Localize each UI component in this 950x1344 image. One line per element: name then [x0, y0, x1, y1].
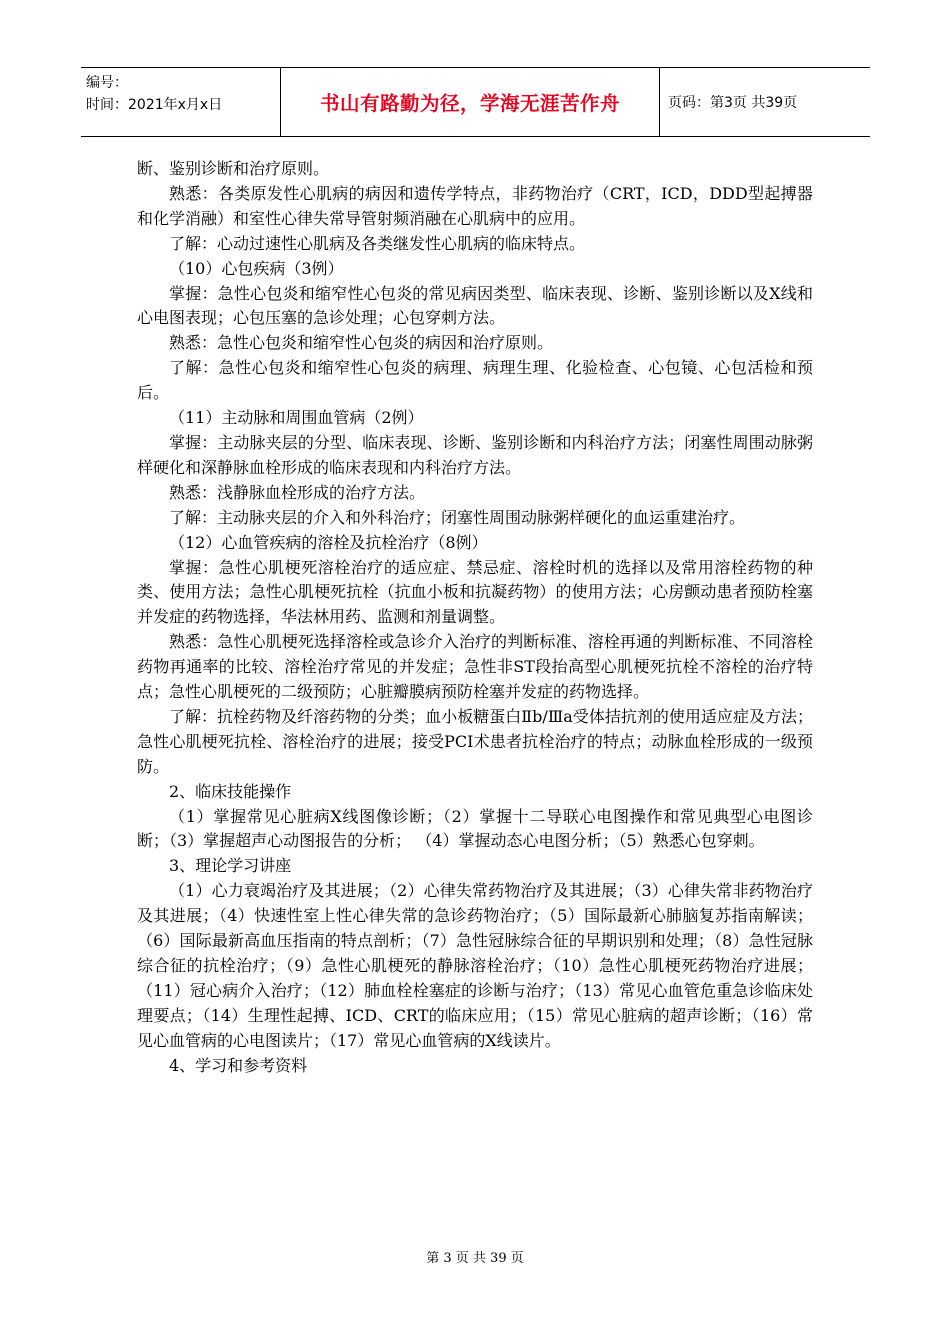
- header-motto-cell: [281, 68, 660, 136]
- body-paragraph: 熟悉：浅静脉血栓形成的治疗方法。: [169, 482, 426, 502]
- body-paragraph: 2、临床技能操作: [169, 781, 292, 801]
- body-paragraph: 掌握：主动脉夹层的分型、临床表现、诊断、鉴别诊断和内科治疗方法；闭塞性周围动脉粥样硬化和深静脉血栓形成的临床表现和内科治疗方法。: [137, 432, 813, 477]
- header-motto: 书山有路勤为径，学海无涯苦作舟: [319, 92, 620, 115]
- body-paragraph: 掌握：急性心包炎和缩窄性心包炎的常见病因类型、临床表现、诊断、鉴别诊断以及X线和心电图表现；心包压塞的急诊处理；心包穿刺方法。: [137, 283, 813, 328]
- body-paragraph: 4、学习和参考资料: [169, 1055, 308, 1075]
- page-footer: [0, 1247, 950, 1266]
- body-paragraph: 熟悉：各类原发性心肌病的病因和遗传学特点，非药物治疗（CRT，ICD，DDD型起搏器和化学消融）和室性心律失常导管射频消融在心肌病中的应用。: [137, 183, 813, 228]
- body-paragraph: 了解：急性心包炎和缩窄性心包炎的病理、病理生理、化验检查、心包镜、心包活检和预后。: [137, 358, 813, 403]
- header-page-number: 页码：第3页 共39页: [668, 95, 798, 111]
- header-meta: [81, 68, 281, 136]
- body-paragraph: （1）心力衰竭治疗及其进展；（2）心律失常药物治疗及其进展；（3）心律失常非药物治疗及其进展；（4）快速性室上性心律失常的急诊药物治疗；（5）国际最新心肺脑复苏指南解读；（6）国际最新高血压指南的特点剖析；（7）急性冠脉综合征的早期识别和处理；（8）急性冠脉综合征的抗栓治疗；（9）急性心肌梗死的静脉溶栓治疗；（10）急性心肌梗死药物治疗进展；（11）冠心病介入治疗；（12）肺血栓栓塞症的诊断与治疗；（13）常见心血管危重急诊临床处理要点；（14）生理性起搏、ICD、CRT的临床应用；（15）常见心脏病的超声诊断；（16）常见心血管病的心电图读片；（17）常见心血管病的X线读片。: [137, 881, 813, 1050]
- body-paragraph: 掌握：急性心肌梗死溶栓治疗的适应症、禁忌症、溶栓时机的选择以及常用溶栓药物的种类、使用方法；急性心肌梗死抗栓（抗血小板和抗凝药物）的使用方法；心房颤动患者预防栓塞并发症的药物选择，华法林用药、监测和剂量调整。: [137, 557, 813, 627]
- body-paragraph: （11）主动脉和周围血管病（2例）: [169, 408, 424, 428]
- body-paragraph: （12）心血管疾病的溶栓及抗栓治疗（8例）: [169, 532, 488, 552]
- body-paragraph: （1）掌握常见心脏病X线图像诊断；（2）掌握十二导联心电图操作和常见典型心电图诊断；（3）掌握超声心动图报告的分析； （4）掌握动态心电图分析；（5）熟悉心包穿刺。: [137, 806, 813, 851]
- document-body: [137, 157, 813, 1079]
- document-time-label: 时间：2021年x月x日: [86, 97, 223, 113]
- body-paragraph: 了解：心动过速性心肌病及各类继发性心肌病的临床特点。: [169, 233, 586, 253]
- page-header: [81, 67, 870, 137]
- header-page-cell: [660, 68, 870, 136]
- body-paragraph: 熟悉：急性心肌梗死选择溶栓或急诊介入治疗的判断标准、溶栓再通的判断标准、不同溶栓药物再通率的比较、溶栓治疗常见的并发症；急性非ST段抬高型心肌梗死抗栓不溶栓的治疗特点；急性心肌梗死的二级预防；心脏瓣膜病预防栓塞并发症的药物选择。: [137, 632, 813, 702]
- body-paragraph: 3、理论学习讲座: [169, 856, 292, 876]
- body-paragraph: 了解：抗栓药物及纤溶药物的分类；血小板糖蛋白Ⅱb/Ⅲa受体拮抗剂的使用适应症及方法；急性心肌梗死抗栓、溶栓治疗的进展；接受PCI术患者抗栓治疗的特点；动脉血栓形成的一级预防。: [137, 706, 813, 776]
- body-paragraph: 了解：主动脉夹层的介入和外科治疗；闭塞性周围动脉粥样硬化的血运重建治疗。: [169, 507, 746, 527]
- document-number-label: 编号：: [86, 75, 128, 91]
- footer-page-number: 第 3 页 共 39 页: [426, 1251, 524, 1266]
- body-paragraph: 熟悉：急性心包炎和缩窄性心包炎的病因和治疗原则。: [169, 333, 554, 353]
- body-paragraph: （10）心包疾病（3例）: [169, 258, 344, 278]
- body-paragraph: 断、鉴别诊断和治疗原则。: [137, 159, 330, 178]
